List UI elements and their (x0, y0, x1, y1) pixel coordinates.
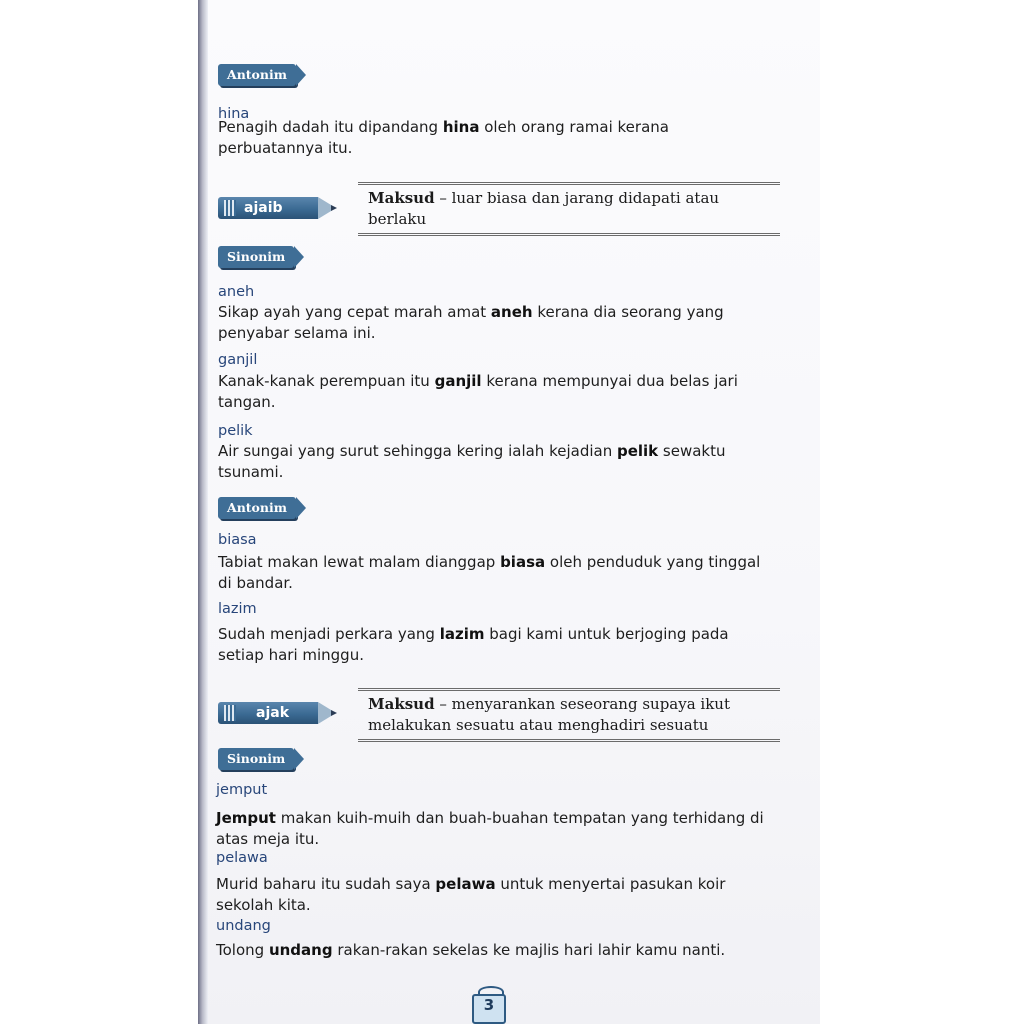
antonim-word: biasa (218, 532, 257, 548)
sinonim-word: undang (216, 918, 271, 934)
maksud-text-ajak: – menyarankan seseorang supaya ikut melakukan sesuatu atau menghadiri sesuatu (368, 695, 730, 734)
antonim-sentence-hina: Penagih dadah itu dipandang hina oleh orang ramai kerana perbuatannya itu. (218, 118, 669, 157)
antonim-tag-ajaib: Antonim (218, 497, 296, 519)
sinonim-word: jemput (216, 782, 268, 798)
sinonim-tag-ajak: Sinonim (218, 748, 294, 770)
page-margin (820, 0, 1024, 1024)
sinonim-sentence: Murid baharu itu sudah saya pelawa untuk menyertai pasukan koir sekolah kita. (216, 875, 726, 914)
antonim-sentence: Sudah menjadi perkara yang lazim bagi kami untuk berjoging pada setiap hari minggu. (218, 625, 729, 664)
sinonim-word: pelik (218, 423, 253, 439)
pencil-grip-icon (224, 200, 236, 216)
antonim-word-hina: hina (218, 106, 250, 122)
sinonim-word: ganjil (218, 352, 258, 368)
maksud-label: Maksud (368, 695, 435, 713)
sinonim-word: aneh (218, 284, 255, 300)
maksud-box-ajak (358, 688, 780, 742)
pencil-grip-icon (224, 705, 236, 721)
maksud-label: Maksud (368, 189, 435, 207)
headword-pencil-ajaib (218, 197, 343, 219)
sinonim-sentence: Kanak-kanak perempuan itu ganjil kerana mempunyai dua belas jari tangan. (218, 372, 738, 411)
antonim-sentence: Tabiat makan lewat malam dianggap biasa oleh penduduk yang tinggal di bandar. (218, 553, 761, 592)
headword-pencil-ajak (218, 702, 343, 724)
sinonim-sentence: Air sungai yang surut sehingga kering ialah kejadian pelik sewaktu tsunami. (218, 442, 726, 481)
page-number-gift-icon (468, 988, 508, 1022)
maksud-box-ajaib (358, 182, 780, 236)
maksud-text-ajaib: – luar biasa dan jarang didapati atau berlaku (368, 189, 720, 228)
sinonim-word: pelawa (216, 850, 268, 866)
antonim-tag-top: Antonim (218, 64, 296, 86)
page-spine (198, 0, 208, 1024)
pencil-lead-icon (331, 205, 337, 211)
sinonim-sentence: Jemput makan kuih-muih dan buah-buahan tempatan yang terhidang di atas meja itu. (216, 809, 764, 848)
headword-ajak: ajak (256, 705, 290, 721)
sinonim-tag-ajaib: Sinonim (218, 246, 294, 268)
page-number: 3 (483, 996, 495, 1014)
headword-ajaib: ajaib (244, 200, 283, 216)
sinonim-sentence: Tolong undang rakan-rakan sekelas ke majlis hari lahir kamu nanti. (216, 941, 726, 959)
pencil-lead-icon (331, 710, 337, 716)
sinonim-sentence: Sikap ayah yang cepat marah amat aneh kerana dia seorang yang penyabar selama ini. (218, 303, 724, 342)
antonim-word: lazim (218, 601, 257, 617)
